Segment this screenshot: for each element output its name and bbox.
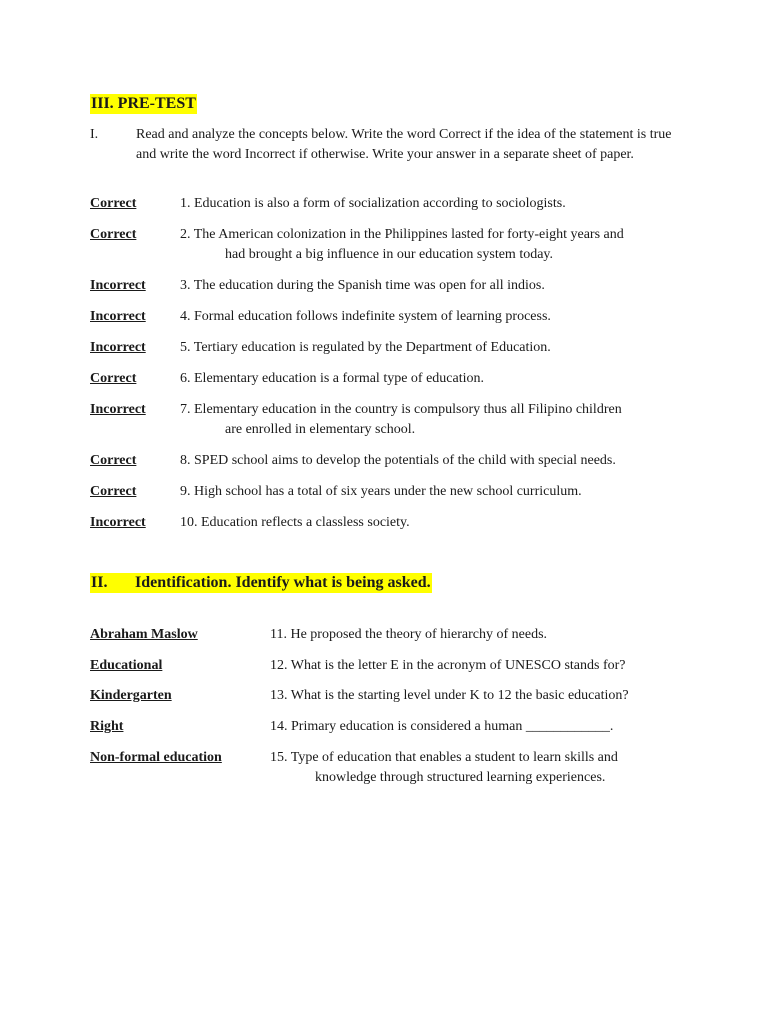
question-continuation: had brought a big influence in our education system today. xyxy=(225,247,554,262)
answer: Incorrect xyxy=(90,340,146,355)
question xyxy=(270,625,672,645)
question xyxy=(270,717,672,737)
question xyxy=(180,338,672,358)
identification-heading-text xyxy=(90,573,432,593)
question xyxy=(180,194,672,214)
question-text: 11. He proposed the theory of hierarchy of needs. xyxy=(270,627,548,642)
pre-test-heading-text: III. PRE-TEST xyxy=(91,95,196,112)
question-text: 10. Education reflects a classless society. xyxy=(180,515,410,530)
question-text: 15. Type of education that enables a student to learn skills and xyxy=(270,750,618,765)
pre-test-heading xyxy=(90,94,197,114)
question-text: 13. What is the starting level under K to 12 the basic education? xyxy=(270,688,629,703)
question xyxy=(270,656,672,676)
answer: Incorrect xyxy=(90,309,146,324)
instructions xyxy=(90,125,680,165)
question-text: 6. Elementary education is a formal type of education. xyxy=(180,371,485,386)
answer: Abraham Maslow xyxy=(90,627,198,642)
question xyxy=(180,276,672,296)
question xyxy=(180,482,672,502)
instruction-text: Read and analyze the concepts below. Write the word Correct if the idea of the statement is true and write the word Incorrect if otherwise. Write your answer in a separate sheet of paper. xyxy=(136,127,672,162)
answer: Incorrect xyxy=(90,515,146,530)
question xyxy=(270,686,672,706)
question xyxy=(180,400,672,440)
answer: Right xyxy=(90,719,124,734)
answer: Correct xyxy=(90,196,137,211)
identification-heading xyxy=(90,573,432,593)
answer: Non-formal education xyxy=(90,750,222,765)
question-text: 2. The American colonization in the Philippines lasted for forty-eight years and xyxy=(180,227,624,242)
question-text: 5. Tertiary education is regulated by the Department of Education. xyxy=(180,340,551,355)
question xyxy=(180,307,672,327)
question-text: 7. Elementary education in the country is compulsory thus all Filipino children xyxy=(180,402,622,417)
question-text: 3. The education during the Spanish time was open for all indios. xyxy=(180,278,545,293)
question-text: 14. Primary education is considered a human ____________. xyxy=(270,719,614,734)
question-continuation: are enrolled in elementary school. xyxy=(225,422,416,437)
question-text: 8. SPED school aims to develop the potentials of the child with special needs. xyxy=(180,453,616,468)
question xyxy=(180,451,672,471)
question-text: 12. What is the letter E in the acronym of UNESCO stands for? xyxy=(270,658,626,673)
answer: Educational xyxy=(90,658,163,673)
instruction-number: I. xyxy=(90,127,99,142)
answer: Correct xyxy=(90,453,137,468)
question-text: 9. High school has a total of six years under the new school curriculum. xyxy=(180,484,582,499)
question xyxy=(270,748,672,788)
answer: Correct xyxy=(90,371,137,386)
question-text: 4. Formal education follows indefinite system of learning process. xyxy=(180,309,551,324)
answer: Correct xyxy=(90,484,137,499)
answer: Incorrect xyxy=(90,278,146,293)
answer: Incorrect xyxy=(90,402,146,417)
identification-roman: II. xyxy=(91,574,108,591)
answer: Kindergarten xyxy=(90,688,172,703)
question xyxy=(180,225,672,265)
question-text: 1. Education is also a form of socialization according to sociologists. xyxy=(180,196,566,211)
question xyxy=(180,369,672,389)
identification-title: Identification. Identify what is being asked. xyxy=(135,574,431,591)
question-continuation: knowledge through structured learning experiences. xyxy=(315,770,606,785)
answer: Correct xyxy=(90,227,137,242)
question xyxy=(180,513,672,533)
